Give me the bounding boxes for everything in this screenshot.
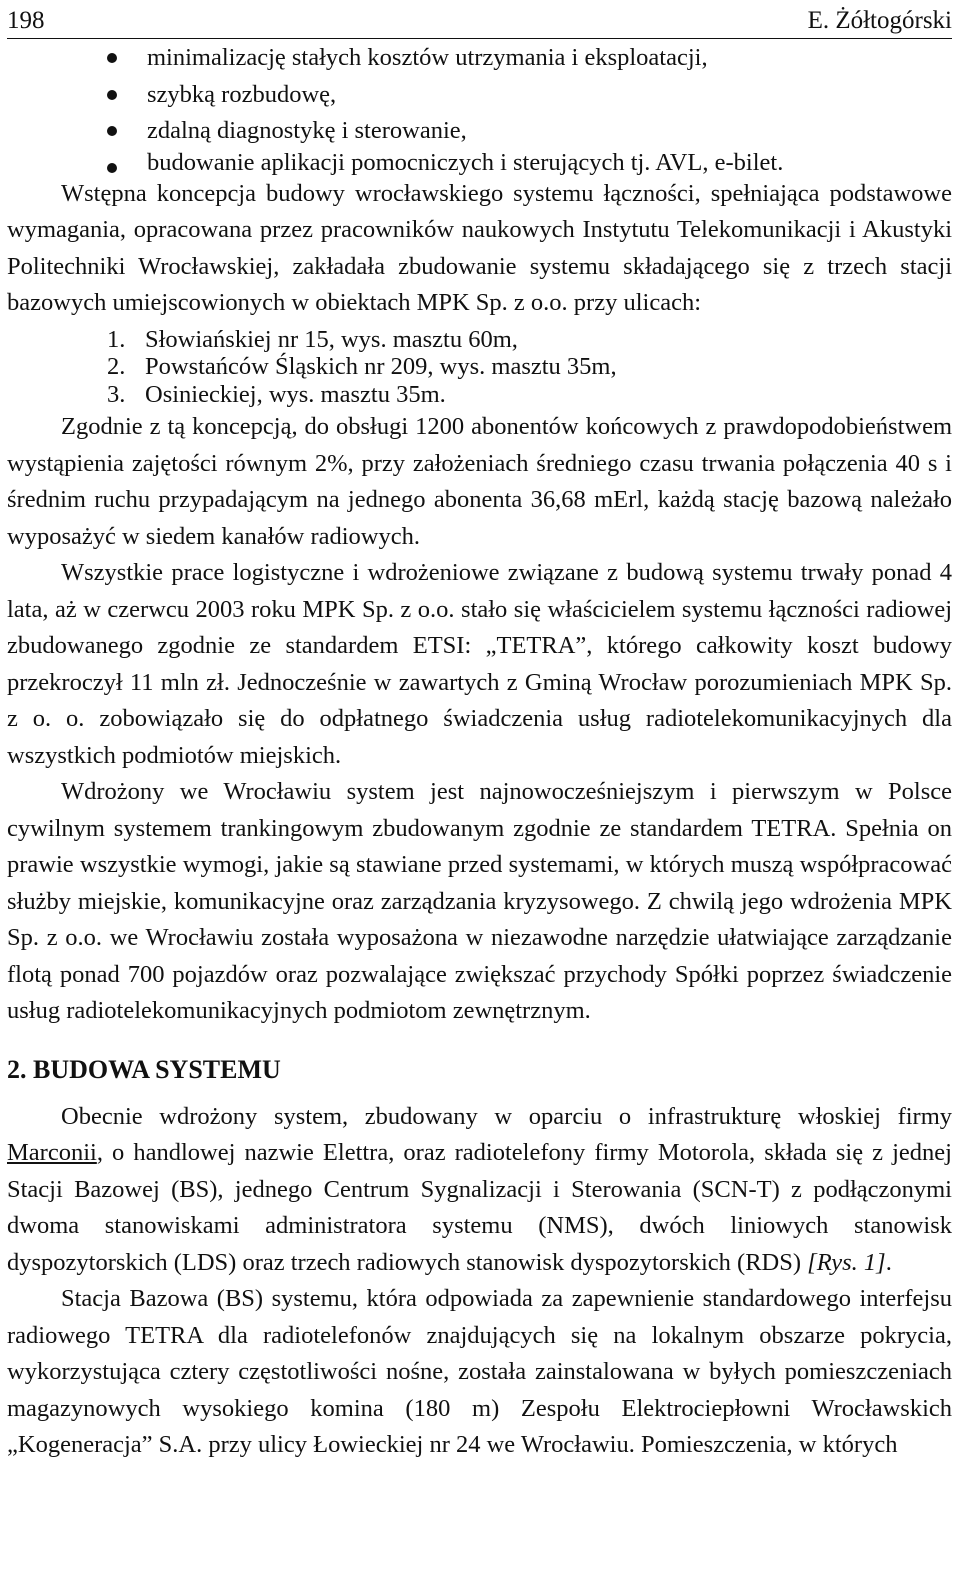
- bullet-icon: [107, 126, 117, 136]
- running-author: E. Żółtogórski: [807, 7, 952, 34]
- page-number: 198: [7, 7, 45, 34]
- list-item: minimalizację stałych kosztów utrzymania i eksploatacji,: [7, 40, 952, 77]
- bullet-icon: [107, 163, 117, 173]
- list-item: 3. Osinieckiej, wys. masztu 35m.: [107, 380, 446, 408]
- list-item: 2. Powstańców Śląskich nr 209, wys. masztu 35m,: [107, 353, 617, 380]
- marconii-underlined: Marconii: [7, 1139, 97, 1166]
- stations-numbered-list: [7, 326, 952, 409]
- paragraph-base-station: Stacja Bazowa (BS) systemu, która odpowiada za zapewnienie standardowego interfejsu radiowego TETRA dla radiotelefonów znajdujących się na lokalnym obszarze pokrycia, wykorzystująca cztery częstotliwości nośne, została zainstalowana w byłych pomieszczeniach magazynowych wysokiego komina (180 m) Zespołu Elektrociepłowni Wrocławskich „Kogeneracja” S.A. przy ulicy Łowieckiej nr 24 we Wrocławiu. Pomieszczenia, w których: [7, 1285, 952, 1458]
- list-item: szybką rozbudowę,: [7, 77, 952, 114]
- paragraph-concept: Wstępna koncepcja budowy wrocławskiego systemu łączności, spełniająca podstawowe wymagania, opracowana przez pracowników naukowych Instytutu Telekomunikacji i Akustyki Politechniki Wrocławskiej, zakładała zbudowanie systemu składającego się z trzech stacji bazowych umiejscowionych w obiektach MPK Sp. z o.o. przy ulicach:: [7, 179, 952, 316]
- paragraph-logistics: Wszystkie prace logistyczne i wdrożeniowe związane z budową systemu trwały ponad 4 lata, aż w czerwcu 2003 roku MPK Sp. z o.o. stało się właścicielem systemu łączności radiowej zbudowanego zgodnie ze standardem ETSI: „TETRA”, którego całkowity koszt budowy przekroczył 11 mln zł. Jednocześnie w zawartych z Gminą Wrocław porozumieniach MPK Sp. z o. o. zobowiązało się do odpłatnego świadczenia usług radiotelekomunikacyjnych dla wszystkich podmiotów miejskich.: [7, 559, 952, 769]
- paragraph-system-structure: Obecnie wdrożony system, zbudowany w oparciu o infrastrukturę włoskiej firmy Marconii, o handlowej nazwie Elettra, oraz radiotelefony firmy Motorola, składa się z jednej Stacji Bazowej (BS), jednego Centrum Sygnalizacji i Sterowania (SCN-T) z podłączonymi dwoma stanowiskami administratora systemu (NMS), dwóch liniowych stanowisk dyspozytorskich (LDS) oraz trzech radiowych stanowisk dyspozytorskich (RDS) [Rys. 1].: [7, 1102, 952, 1276]
- list-item: 1. Słowiańskiej nr 15, wys. masztu 60m,: [107, 325, 518, 353]
- page-header: [7, 0, 952, 39]
- bullet-icon: [107, 90, 117, 100]
- paragraph-deployment: Wdrożony we Wrocławiu system jest najnowocześniejszym i pierwszym w Polsce cywilnym systemem trankingowym zbudowanym zgodnie ze standardem TETRA. Spełnia on prawie wszystkie wymogi, jakie są stawiane przed systemami, w których muszą współpracować służby miejskie, komunikacyjne oraz zarządzania kryzysowego. Z chwilą jego wdrożenia MPK Sp. z o.o. we Wrocławiu została wyposażona w niezawodne narzędzie ułatwiające zarządzanie flotą ponad 700 pojazdów oraz pozwalające zwiększać przychody Spółki poprzez świadczenie usług radiotelekomunikacyjnych podmiotom zewnętrznym.: [7, 778, 952, 1024]
- bullet-icon: [107, 53, 117, 63]
- list-item: zdalną diagnostykę i sterowanie,: [7, 113, 952, 150]
- requirements-bullet-list: [7, 40, 952, 176]
- list-item: budowanie aplikacji pomocniczych i sterujących tj. AVL, e-bilet.: [7, 150, 952, 176]
- figure-reference: [Rys. 1]: [807, 1248, 886, 1276]
- section-heading: 2. BUDOWA SYSTEMU: [7, 1054, 281, 1084]
- paragraph-capacity: Zgodnie z tą koncepcją, do obsługi 1200 abonentów końcowych z prawdopodobieństwem wystąpienia zajętości równym 2%, przy założeniach średniego czasu trwania połączenia 40 s i średnim ruchu przypadającym na jednego abonenta 36,68 mErl, każdą stację bazową należało wyposażyć w siedem kanałów radiowych.: [7, 413, 952, 550]
- document-page: [7, 0, 952, 1464]
